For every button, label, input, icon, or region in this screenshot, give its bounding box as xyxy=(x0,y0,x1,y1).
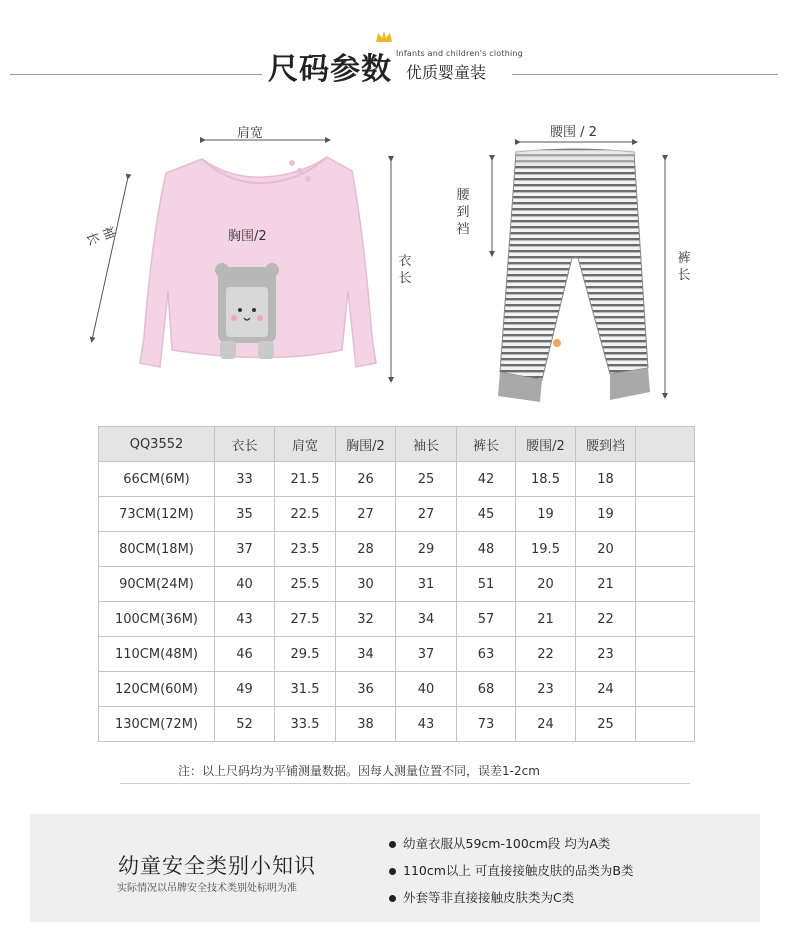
list-item-text: 幼童衣服从59cm-100cm段 均为A类 xyxy=(403,836,611,851)
measurement-note: 注：以上尺码均为平铺测量数据。因每人测量位置不同，误差1-2cm xyxy=(178,764,540,778)
header-subtitle-cn: 优质婴童装 xyxy=(406,63,487,82)
table-cell: 19 xyxy=(576,497,636,532)
size-table xyxy=(98,426,695,742)
page-title: 尺码参数 xyxy=(268,52,392,87)
table-cell: 18.5 xyxy=(516,462,576,497)
bullet-icon xyxy=(389,868,396,875)
waist-label: 腰围 / 2 xyxy=(550,125,597,140)
table-cell: 40 xyxy=(215,567,275,602)
table-cell: 29.5 xyxy=(275,637,336,672)
length-label: 衣长 xyxy=(398,254,412,286)
table-cell: 90CM(24M) xyxy=(99,567,215,602)
crown-icon xyxy=(375,30,393,44)
table-cell: 120CM(60M) xyxy=(99,672,215,707)
shoulder-label: 肩宽 xyxy=(237,126,264,141)
table-cell: 46 xyxy=(215,637,275,672)
table-row xyxy=(99,602,695,637)
table-cell: 24 xyxy=(576,672,636,707)
table-cell: 24 xyxy=(516,707,576,742)
table-cell: 34 xyxy=(336,637,396,672)
table-cell: 37 xyxy=(396,637,457,672)
sleeve-arrow xyxy=(92,177,128,340)
table-cell: 68 xyxy=(457,672,516,707)
pants-length-label: 裤长 xyxy=(677,251,691,283)
table-cell: 49 xyxy=(215,672,275,707)
table-cell: 33.5 xyxy=(275,707,336,742)
table-cell: 37 xyxy=(215,532,275,567)
list-item xyxy=(389,836,633,863)
table-cell: 22 xyxy=(516,637,576,672)
bullet-icon xyxy=(389,841,396,848)
table-cell: 25 xyxy=(576,707,636,742)
table-cell: 51 xyxy=(457,567,516,602)
table-row xyxy=(99,532,695,567)
table-cell: 23 xyxy=(516,672,576,707)
table-cell: 20 xyxy=(576,532,636,567)
table-cell: 32 xyxy=(336,602,396,637)
table-cell xyxy=(636,497,695,532)
table-cell: 36 xyxy=(336,672,396,707)
header-cell: 裤长 xyxy=(457,427,516,462)
table-cell: 38 xyxy=(336,707,396,742)
note-divider xyxy=(120,783,690,784)
table-cell: 30 xyxy=(336,567,396,602)
table-cell: 43 xyxy=(215,602,275,637)
table-cell: 19.5 xyxy=(516,532,576,567)
header-cell: 腰到裆 xyxy=(576,427,636,462)
header-subtitle-en: Infants and children's clothing xyxy=(396,49,523,58)
table-cell: 66CM(6M) xyxy=(99,462,215,497)
table-row xyxy=(99,497,695,532)
list-item-text: 110cm以上 可直接接触皮肤的品类为B类 xyxy=(403,863,634,878)
header-cell: 胸围/2 xyxy=(336,427,396,462)
bullet-icon xyxy=(389,895,396,902)
rise-label: 腰到裆 xyxy=(456,188,470,237)
table-cell xyxy=(636,462,695,497)
pants-illustration xyxy=(470,130,690,410)
table-cell: 25.5 xyxy=(275,567,336,602)
table-cell: 27.5 xyxy=(275,602,336,637)
table-cell xyxy=(636,707,695,742)
table-cell: 29 xyxy=(396,532,457,567)
table-cell: 23.5 xyxy=(275,532,336,567)
shirt-illustration xyxy=(80,115,420,415)
table-cell: 26 xyxy=(336,462,396,497)
table-cell xyxy=(636,602,695,637)
table-cell xyxy=(636,672,695,707)
header-cell xyxy=(636,427,695,462)
table-cell: 48 xyxy=(457,532,516,567)
table-cell: 52 xyxy=(215,707,275,742)
list-item xyxy=(389,863,633,890)
table-cell: 21 xyxy=(516,602,576,637)
table-cell: 45 xyxy=(457,497,516,532)
table-cell xyxy=(636,532,695,567)
table-cell: 34 xyxy=(396,602,457,637)
table-cell: 21.5 xyxy=(275,462,336,497)
table-cell: 28 xyxy=(336,532,396,567)
table-cell: 27 xyxy=(336,497,396,532)
safety-title: 幼童安全类别小知识 xyxy=(118,854,316,878)
table-cell: 73 xyxy=(457,707,516,742)
table-row xyxy=(99,567,695,602)
table-cell: 42 xyxy=(457,462,516,497)
header-cell: 腰围/2 xyxy=(516,427,576,462)
table-cell: 130CM(72M) xyxy=(99,707,215,742)
table-cell: 20 xyxy=(516,567,576,602)
table-cell: 100CM(36M) xyxy=(99,602,215,637)
table-cell: 31 xyxy=(396,567,457,602)
sleeve-label: 袖长 xyxy=(82,224,118,248)
table-cell: 33 xyxy=(215,462,275,497)
table-row xyxy=(99,462,695,497)
safety-list xyxy=(389,836,633,917)
pants-body xyxy=(500,149,648,380)
table-cell: 25 xyxy=(396,462,457,497)
table-cell: 57 xyxy=(457,602,516,637)
table-cell: 43 xyxy=(396,707,457,742)
table-header-row xyxy=(99,427,695,462)
list-item-text: 外套等非直接接触皮肤类为C类 xyxy=(403,890,575,905)
table-cell: 27 xyxy=(396,497,457,532)
header-divider-right xyxy=(512,74,778,75)
table-cell: 110CM(48M) xyxy=(99,637,215,672)
table-cell: 18 xyxy=(576,462,636,497)
table-cell: 63 xyxy=(457,637,516,672)
table-cell: 35 xyxy=(215,497,275,532)
table-cell xyxy=(636,637,695,672)
header-cell: QQ3552 xyxy=(99,427,215,462)
table-cell: 73CM(12M) xyxy=(99,497,215,532)
table-cell: 21 xyxy=(576,567,636,602)
header-cell: 衣长 xyxy=(215,427,275,462)
table-cell xyxy=(636,567,695,602)
table-row xyxy=(99,637,695,672)
table-cell: 23 xyxy=(576,637,636,672)
table-cell: 22.5 xyxy=(275,497,336,532)
safety-subtitle: 实际情况以吊牌安全技术类别处标明为准 xyxy=(117,883,297,894)
list-item xyxy=(389,890,633,917)
table-cell: 80CM(18M) xyxy=(99,532,215,567)
header-cell: 袖长 xyxy=(396,427,457,462)
table-cell: 31.5 xyxy=(275,672,336,707)
table-row xyxy=(99,707,695,742)
chest-label: 胸围/2 xyxy=(228,229,267,244)
header-divider-left xyxy=(10,74,262,75)
header-cell: 肩宽 xyxy=(275,427,336,462)
table-cell: 22 xyxy=(576,602,636,637)
table-row xyxy=(99,672,695,707)
table-cell: 19 xyxy=(516,497,576,532)
table-cell: 40 xyxy=(396,672,457,707)
